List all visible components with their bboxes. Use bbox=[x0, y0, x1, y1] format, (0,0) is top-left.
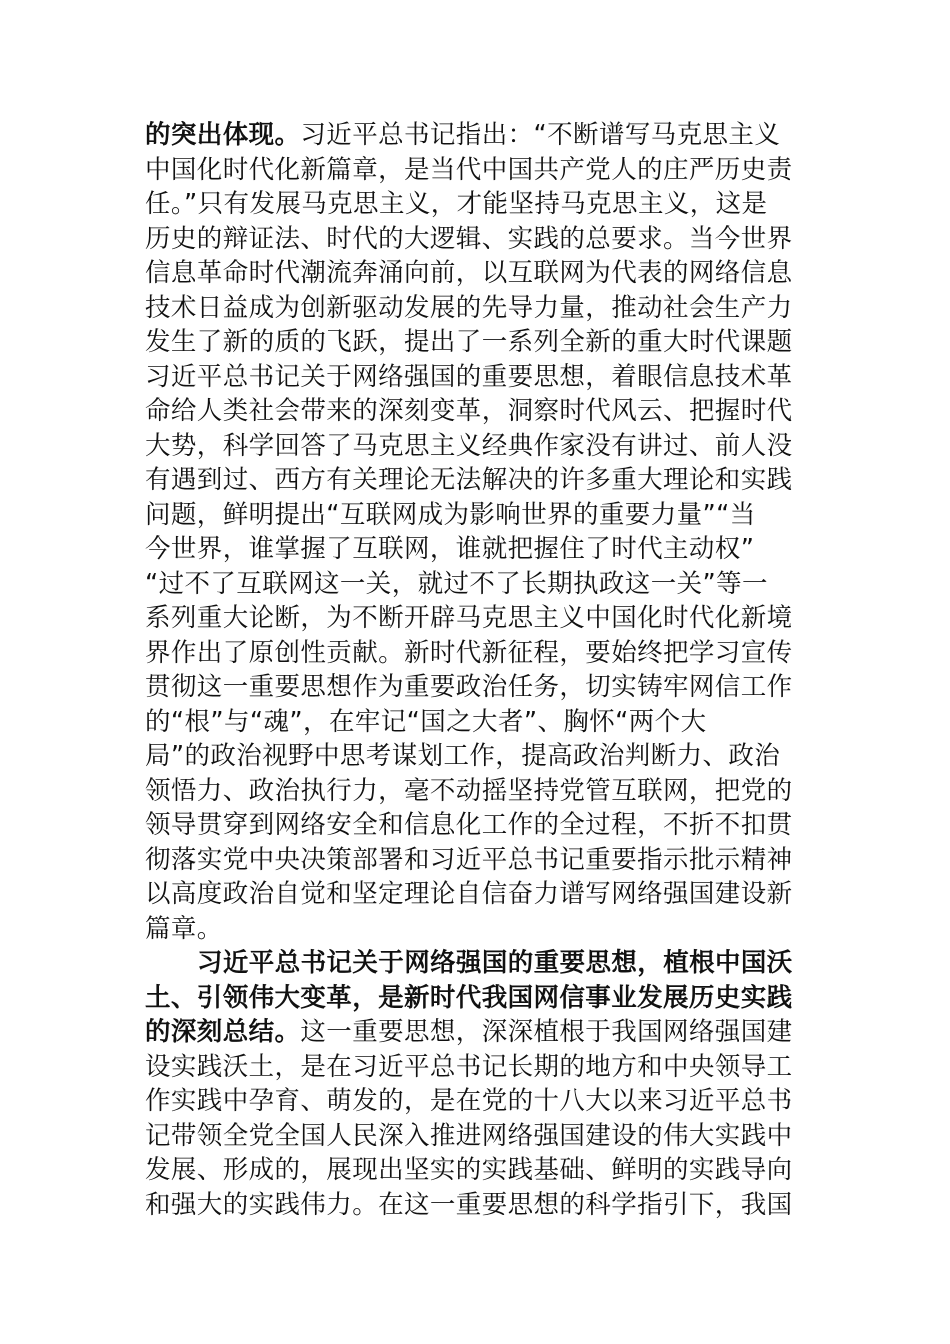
text-segment: 习近平总书记指出：“不断谱写马克思主义 bbox=[300, 120, 781, 150]
text-line bbox=[145, 1119, 807, 1154]
text-line bbox=[145, 912, 807, 947]
text-segment: 大势，科学回答了马克思主义经典作家没有讲过、前人没 bbox=[145, 430, 793, 461]
text-segment: 局”的政治视野中思考谋划工作，提高政治判断力、政治 bbox=[145, 741, 781, 771]
text-line bbox=[145, 291, 807, 326]
text-line bbox=[145, 256, 807, 291]
bold-text-segment: 的深刻总结。 bbox=[145, 1017, 301, 1047]
text-segment: 有遇到过、西方有关理论无法解决的许多重大理论和实践 bbox=[145, 465, 793, 495]
text-line bbox=[145, 705, 807, 740]
text-segment: 界作出了原创性贡献。新时代新征程，要始终把学习宣传 bbox=[145, 637, 793, 668]
text-segment: 彻落实党中央决策部署和习近平总书记重要指示批示精神 bbox=[145, 844, 793, 875]
text-line bbox=[145, 187, 807, 222]
text-line bbox=[145, 601, 807, 636]
text-line bbox=[145, 360, 807, 395]
text-line bbox=[145, 394, 807, 429]
text-line bbox=[145, 636, 807, 671]
text-segment: 习近平总书记关于网络强国的重要思想，着眼信息技术革 bbox=[145, 361, 793, 392]
text-segment: 系列重大论断，为不断开辟马克思主义中国化时代化新境 bbox=[145, 603, 793, 633]
text-segment: 命给人类社会带来的深刻变革，洞察时代风云、把握时代 bbox=[145, 396, 793, 426]
text-line bbox=[145, 325, 807, 360]
text-line bbox=[145, 498, 807, 533]
text-segment: 技术日益成为创新驱动发展的先导力量，推动社会生产力 bbox=[145, 292, 793, 323]
text-line bbox=[145, 1188, 807, 1223]
text-line bbox=[145, 463, 807, 498]
text-segment: 设实践沃土，是在习近平总书记长期的地方和中央领导工 bbox=[145, 1051, 793, 1082]
text-segment: 信息革命时代潮流奔涌向前，以互联网为代表的网络信息 bbox=[145, 258, 793, 288]
text-line bbox=[145, 981, 807, 1016]
text-line bbox=[145, 1153, 807, 1188]
text-segment: 领悟力、政治执行力，毫不动摇坚持党管互联网，把党的 bbox=[145, 775, 793, 806]
bold-text-segment: 的突出体现。 bbox=[145, 120, 301, 150]
text-segment: 的“根”与“魂”，在牢记“国之大者”、胸怀“两个大 bbox=[145, 706, 707, 737]
text-segment: 发展、形成的，展现出坚实的实践基础、鲜明的实践导向 bbox=[145, 1155, 793, 1185]
text-line bbox=[145, 567, 807, 602]
text-line bbox=[145, 670, 807, 705]
text-segment: “过不了互联网这一关，就过不了长期执政这一关”等一 bbox=[145, 568, 768, 599]
text-segment: 以高度政治自觉和坚定理论自信奋力谱写网络强国建设新 bbox=[145, 879, 793, 909]
text-segment: 历史的辩证法、时代的大逻辑、实践的总要求。当今世界 bbox=[145, 223, 793, 254]
text-line bbox=[145, 222, 807, 257]
text-line bbox=[145, 946, 807, 981]
text-line bbox=[145, 1084, 807, 1119]
text-segment: 和强大的实践伟力。在这一重要思想的科学指引下，我国 bbox=[145, 1189, 793, 1220]
text-segment: 中国化时代化新篇章，是当代中国共产党人的庄严历史责 bbox=[145, 154, 793, 185]
text-line bbox=[145, 739, 807, 774]
text-line bbox=[145, 877, 807, 912]
text-line bbox=[145, 843, 807, 878]
text-line bbox=[145, 532, 807, 567]
text-line bbox=[145, 153, 807, 188]
text-segment: 发生了新的质的飞跃，提出了一系列全新的重大时代课题 bbox=[145, 327, 793, 357]
text-line bbox=[145, 1050, 807, 1085]
text-segment: 问题，鲜明提出“互联网成为影响世界的重要力量”“当 bbox=[145, 499, 756, 530]
text-line bbox=[145, 429, 807, 464]
text-segment: 篇章。 bbox=[145, 913, 223, 944]
text-line bbox=[145, 808, 807, 843]
text-segment: 作实践中孕育、萌发的，是在党的十八大以来习近平总书 bbox=[145, 1086, 793, 1116]
text-segment: 这一重要思想，深深植根于我国网络强国建 bbox=[300, 1017, 793, 1047]
text-segment: 任。”只有发展马克思主义，才能坚持马克思主义，这是 bbox=[145, 189, 768, 219]
text-segment: 记带领全党全国人民深入推进网络强国建设的伟大实践中 bbox=[145, 1120, 793, 1151]
text-segment: 贯彻这一重要思想作为重要政治任务，切实铸牢网信工作 bbox=[145, 672, 793, 702]
text-segment: 领导贯穿到网络安全和信息化工作的全过程，不折不扣贯 bbox=[145, 810, 793, 840]
text-line bbox=[145, 118, 807, 153]
text-line bbox=[145, 774, 807, 809]
bold-text-segment: 习近平总书记关于网络强国的重要思想，植根中国沃 bbox=[197, 948, 793, 978]
text-segment: 今世界，谁掌握了互联网，谁就把握住了时代主动权” bbox=[145, 534, 755, 564]
body-text bbox=[145, 118, 807, 1222]
bold-text-segment: 土、引领伟大变革，是新时代我国网信事业发展历史实践 bbox=[145, 982, 793, 1013]
text-line bbox=[145, 1015, 807, 1050]
